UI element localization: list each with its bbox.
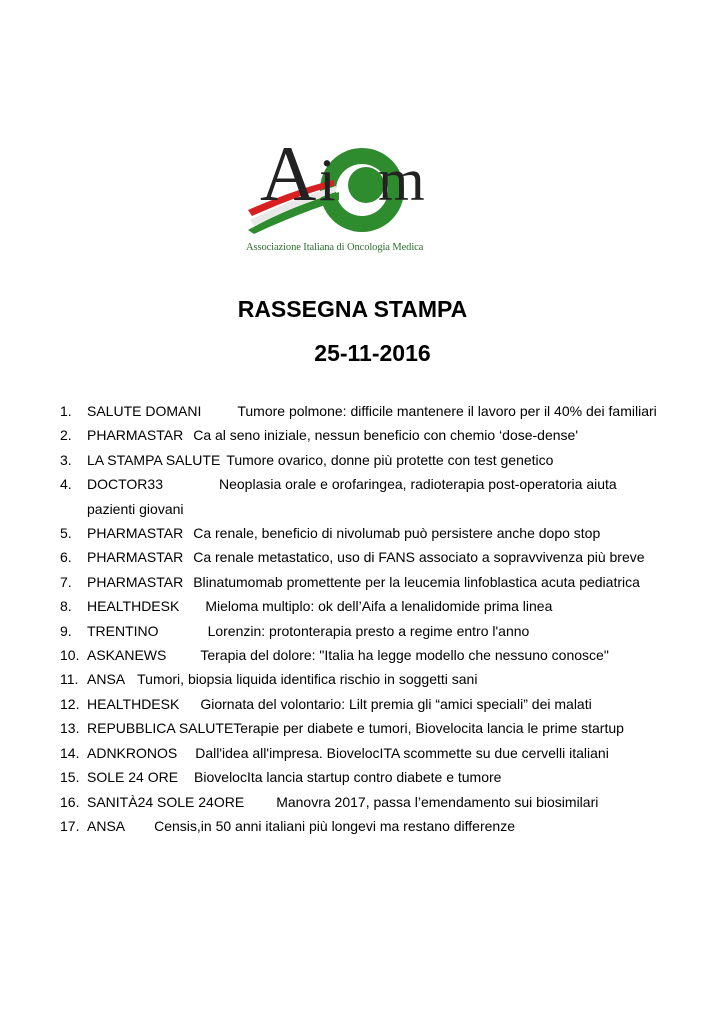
item-title: Tumore ovarico, donne più protette con test genetico bbox=[226, 451, 554, 468]
list-item bbox=[60, 521, 660, 545]
item-title: Tumore polmone: difficile mantenere il lavoro per il 40% dei familiari bbox=[237, 403, 657, 419]
item-number: 9. bbox=[60, 622, 72, 639]
press-list bbox=[60, 399, 660, 838]
list-item bbox=[60, 545, 660, 569]
list-item bbox=[60, 765, 660, 789]
item-number: 6. bbox=[60, 549, 72, 566]
list-item bbox=[60, 741, 660, 765]
item-source: HEALTHDESK bbox=[87, 598, 180, 615]
item-title: Mieloma multiplo: ok dell’Aifa a lenalidomide prima linea bbox=[205, 598, 553, 615]
item-source: REPUBBLICA SALUTE bbox=[87, 720, 234, 737]
item-source: TRENTINO bbox=[87, 622, 159, 639]
list-item bbox=[60, 667, 660, 691]
item-title: Neoplasia orale e orofaringea, radioterapia post-operatoria aiuta pazienti giovani bbox=[87, 476, 617, 517]
item-title: Dall'idea all'impresa. BiovelocITA scommette su due cervelli italiani bbox=[195, 744, 609, 761]
list-item bbox=[60, 423, 660, 447]
item-source: PHARMASTAR bbox=[87, 427, 184, 444]
item-number: 7. bbox=[60, 573, 72, 590]
item-title: Blinatumomab promettente per la leucemia linfoblastica acuta pediatrica bbox=[193, 573, 640, 590]
svg-text:i: i bbox=[319, 147, 336, 213]
item-number: 14. bbox=[60, 744, 80, 761]
list-item bbox=[60, 399, 660, 423]
svg-text:A: A bbox=[260, 130, 317, 217]
aiom-logo-mark bbox=[244, 130, 454, 242]
item-title: Lorenzin: protonterapia presto a regime entro l'anno bbox=[207, 622, 530, 639]
item-title: Censis,in 50 anni italiani più longevi ma restano differenze bbox=[154, 817, 515, 834]
item-source: LA STAMPA SALUTE bbox=[87, 451, 221, 468]
item-source: PHARMASTAR bbox=[87, 549, 184, 566]
item-title: Giornata del volontario: Lilt premia gli “amici speciali” dei malati bbox=[200, 695, 592, 712]
item-title: Ca al seno iniziale, nessun beneficio con chemio ‘dose-dense' bbox=[193, 427, 578, 444]
item-number: 4. bbox=[60, 476, 72, 493]
item-number: 2. bbox=[60, 427, 72, 444]
item-source: SANITÀ24 SOLE 24ORE bbox=[87, 793, 245, 810]
list-item bbox=[60, 619, 660, 643]
list-item bbox=[60, 643, 660, 667]
list-item bbox=[60, 570, 660, 594]
item-title: Ca renale metastatico, uso di FANS associato a sopravvivenza più breve bbox=[193, 549, 645, 566]
svg-text:m: m bbox=[378, 147, 425, 213]
list-item bbox=[60, 472, 660, 521]
item-number: 3. bbox=[60, 451, 72, 468]
item-title: Terapie per diabete e tumori, Biovelocita lancia le prime startup bbox=[233, 720, 624, 737]
item-number: 12. bbox=[60, 695, 80, 712]
item-title: Tumori, biopsia liquida identifica rischio in soggetti sani bbox=[137, 671, 478, 688]
item-number: 15. bbox=[60, 769, 80, 786]
item-source: PHARMASTAR bbox=[87, 573, 184, 590]
item-number: 11. bbox=[60, 671, 79, 688]
list-item bbox=[60, 692, 660, 716]
item-source: ADNKRONOS bbox=[87, 744, 178, 761]
item-title: Manovra 2017, passa l’emendamento sui biosimilari bbox=[276, 793, 599, 810]
aiom-logo bbox=[244, 130, 454, 260]
item-source: HEALTHDESK bbox=[87, 695, 180, 712]
item-number: 8. bbox=[60, 598, 72, 615]
item-number: 1. bbox=[60, 403, 72, 419]
item-source: SOLE 24 ORE bbox=[87, 769, 179, 786]
list-item bbox=[60, 716, 660, 740]
item-source: SALUTE DOMANI bbox=[87, 403, 202, 419]
list-item bbox=[60, 814, 660, 838]
page-title: RASSEGNA STAMPA bbox=[237, 296, 468, 322]
item-source: DOCTOR33 bbox=[87, 476, 163, 493]
item-number: 13. bbox=[60, 720, 80, 737]
item-source: ANSA bbox=[87, 817, 126, 834]
list-item bbox=[60, 790, 660, 814]
list-item bbox=[60, 594, 660, 618]
item-source: PHARMASTAR bbox=[87, 525, 184, 542]
page-date: 25-11-2016 bbox=[314, 340, 431, 366]
item-number: 10. bbox=[60, 647, 80, 664]
item-source: ASKANEWS bbox=[87, 647, 167, 664]
item-number: 17. bbox=[60, 817, 80, 834]
item-number: 16. bbox=[60, 793, 80, 810]
item-title: BiovelocIta lancia startup contro diabete e tumore bbox=[194, 769, 502, 786]
item-title: Terapia del dolore: "Italia ha legge modello che nessuno conosce" bbox=[200, 647, 609, 664]
item-source: ANSA bbox=[87, 671, 126, 688]
item-number: 5. bbox=[60, 525, 72, 542]
item-title: Ca renale, beneficio di nivolumab può persistere anche dopo stop bbox=[193, 525, 601, 542]
list-item bbox=[60, 448, 660, 472]
logo-caption: Associazione Italiana di Oncologia Medica bbox=[246, 242, 424, 253]
